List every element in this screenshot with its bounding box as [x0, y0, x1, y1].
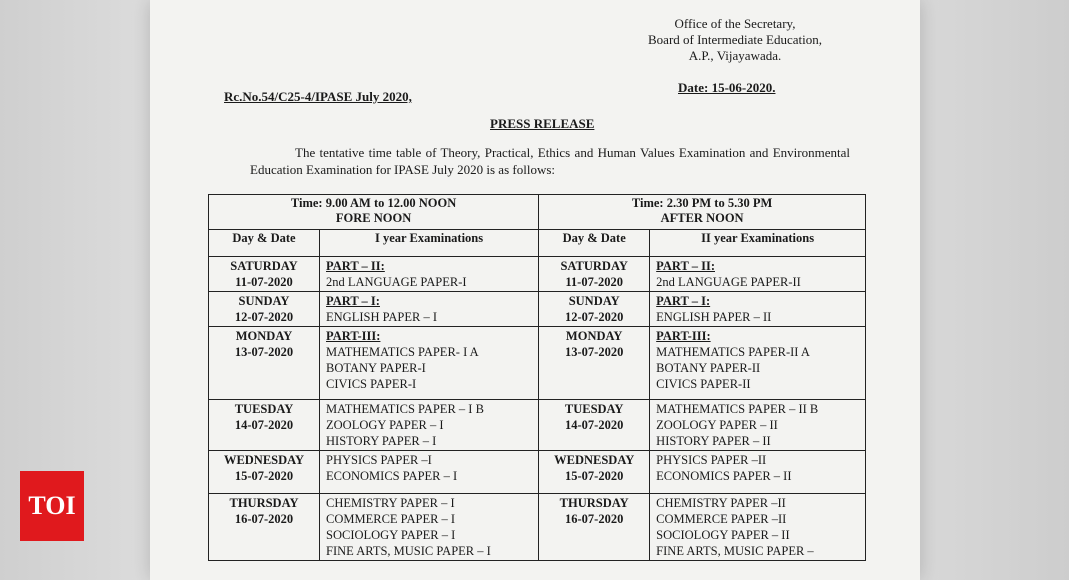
exam-line: COMMERCE PAPER –II [656, 512, 787, 526]
day: THURSDAY [559, 496, 629, 510]
day-date-cell [539, 400, 650, 451]
day: SATURDAY [230, 259, 298, 273]
day: SUNDAY [238, 294, 290, 308]
afternoon-label: AFTER NOON [660, 211, 744, 225]
second-year-cell [650, 257, 866, 292]
date: 11-07-2020 [565, 275, 623, 289]
exam-line: CHEMISTRY PAPER –II [656, 496, 786, 510]
exam-line: FINE ARTS, MUSIC PAPER – I [326, 544, 491, 558]
second-year-cell [650, 400, 866, 451]
day-date-cell [539, 451, 650, 494]
exam-line: PHYSICS PAPER –II [656, 453, 767, 467]
date: 16-07-2020 [565, 512, 624, 526]
reference-number: Rc.No.54/C25-4/IPASE July 2020, [224, 89, 412, 104]
day: TUESDAY [564, 402, 624, 416]
day: MONDAY [565, 329, 623, 343]
table-row [209, 257, 866, 292]
afternoon-header [539, 195, 866, 230]
col-day-date: Day & Date [539, 230, 650, 257]
day: SUNDAY [568, 294, 620, 308]
press-release-document [150, 0, 920, 580]
exam-line: MATHEMATICS PAPER-II A [656, 345, 810, 359]
first-year-cell [320, 257, 539, 292]
exam-line: COMMERCE PAPER – I [326, 512, 456, 526]
table-row [209, 400, 866, 451]
day-date-cell [539, 327, 650, 400]
day-date-cell [209, 292, 320, 327]
exam-line: ZOOLOGY PAPER – I [326, 418, 444, 432]
day-date-cell [209, 257, 320, 292]
exam-line: 2nd LANGUAGE PAPER-II [656, 275, 801, 289]
toi-logo: TOI [20, 471, 84, 541]
col-second-year: II year Examinations [650, 230, 866, 257]
day-date-cell [209, 400, 320, 451]
part-label: PART – I: [656, 294, 711, 308]
exam-line: CHEMISTRY PAPER – I [326, 496, 455, 510]
table-row [209, 494, 866, 561]
day: MONDAY [235, 329, 293, 343]
forenoon-time: Time: 9.00 AM to 12.00 NOON [290, 196, 457, 210]
exam-line: CIVICS PAPER-II [656, 377, 751, 391]
date: 14-07-2020 [565, 418, 624, 432]
second-year-cell [650, 327, 866, 400]
table-row [209, 327, 866, 400]
exam-line: SOCIOLOGY PAPER – I [326, 528, 456, 542]
second-year-cell [650, 292, 866, 327]
release-date: Date: 15-06-2020. [678, 80, 776, 95]
date: 14-07-2020 [234, 418, 294, 432]
date: 15-07-2020 [565, 469, 624, 483]
exam-line: ENGLISH PAPER – II [656, 310, 772, 324]
first-year-cell [320, 451, 539, 494]
exam-line: SOCIOLOGY PAPER – II [656, 528, 790, 542]
part-label: PART-III: [656, 329, 711, 343]
exam-line: ECONOMICS PAPER – I [326, 469, 458, 483]
date: 16-07-2020 [234, 512, 294, 526]
second-year-cell [650, 494, 866, 561]
exam-timetable [208, 194, 866, 561]
day: WEDNESDAY [223, 453, 305, 467]
first-year-cell [320, 292, 539, 327]
day-date-cell [209, 494, 320, 561]
col-day-date: Day & Date [209, 230, 320, 257]
exam-line: MATHEMATICS PAPER – I B [326, 402, 484, 416]
day-date-cell [539, 257, 650, 292]
exam-line: ECONOMICS PAPER – II [656, 469, 792, 483]
office-line: Board of Intermediate Education, [648, 32, 822, 47]
part-label: PART – I: [326, 294, 380, 308]
date: 15-07-2020 [234, 469, 294, 483]
first-year-cell [320, 494, 539, 561]
exam-line: MATHEMATICS PAPER – II B [656, 402, 819, 416]
day-date-cell [539, 292, 650, 327]
date: 12-07-2020 [234, 310, 294, 324]
exam-line: CIVICS PAPER-I [326, 377, 417, 391]
day: THURSDAY [229, 496, 299, 510]
exam-line: 2nd LANGUAGE PAPER-I [326, 275, 467, 289]
day: TUESDAY [234, 402, 294, 416]
exam-line: ZOOLOGY PAPER – II [656, 418, 778, 432]
date: 12-07-2020 [565, 310, 624, 324]
day-date-cell [209, 451, 320, 494]
office-line: A.P., Vijayawada. [688, 48, 782, 63]
exam-line: BOTANY PAPER-II [656, 361, 761, 375]
exam-line: HISTORY PAPER – I [326, 434, 437, 448]
first-year-cell [320, 327, 539, 400]
intro-paragraph: The tentative time table of Theory, Practical, Ethics and Human Values Examination and Environmental Education Examination for IPASE July 2020 is as follows: [250, 145, 850, 177]
day-date-cell [539, 494, 650, 561]
date: 13-07-2020 [565, 345, 624, 359]
date: 13-07-2020 [234, 345, 294, 359]
forenoon-label: FORE NOON [335, 211, 412, 225]
table-row [209, 451, 866, 494]
day-date-cell [209, 327, 320, 400]
forenoon-header [209, 195, 539, 230]
exam-line: FINE ARTS, MUSIC PAPER – [656, 544, 814, 558]
office-address [648, 16, 822, 64]
exam-line: MATHEMATICS PAPER- I A [326, 345, 479, 359]
col-first-year: I year Examinations [320, 230, 539, 257]
afternoon-time: Time: 2.30 PM to 5.30 PM [631, 196, 773, 210]
exam-line: BOTANY PAPER-I [326, 361, 426, 375]
part-label: PART – II: [656, 259, 715, 273]
document-title: PRESS RELEASE [490, 116, 595, 131]
part-label: PART – II: [326, 259, 385, 273]
part-label: PART-III: [326, 329, 381, 343]
second-year-cell [650, 451, 866, 494]
office-line: Office of the Secretary, [674, 16, 796, 31]
day: WEDNESDAY [554, 453, 635, 467]
exam-line: HISTORY PAPER – II [656, 434, 771, 448]
exam-line: ENGLISH PAPER – I [326, 310, 438, 324]
day: SATURDAY [560, 259, 628, 273]
table-row [209, 292, 866, 327]
first-year-cell [320, 400, 539, 451]
date: 11-07-2020 [235, 275, 293, 289]
exam-line: PHYSICS PAPER –I [326, 453, 432, 467]
